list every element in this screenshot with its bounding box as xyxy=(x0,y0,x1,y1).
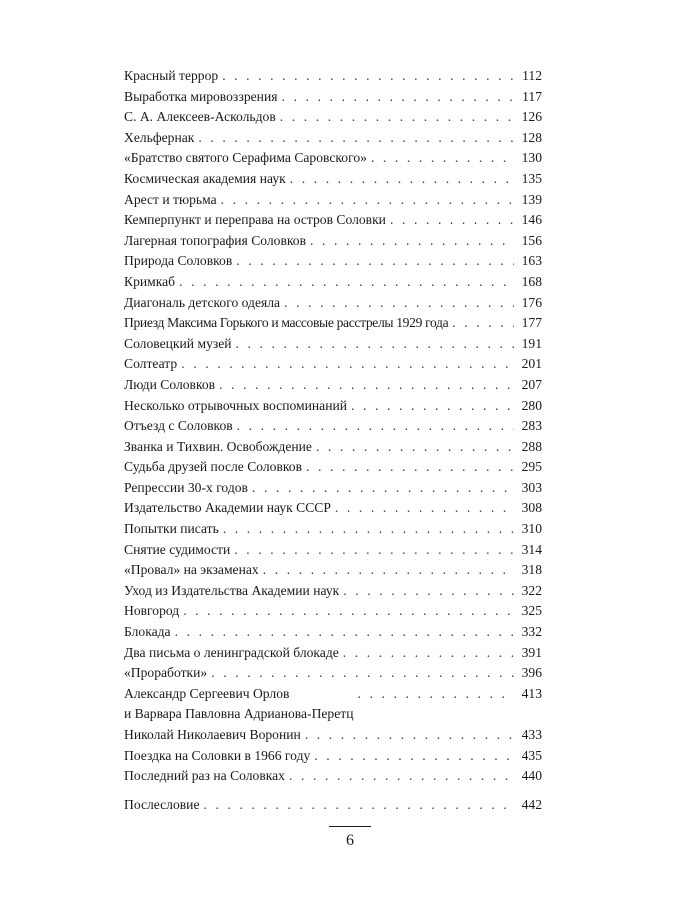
toc-entry-page: 176 xyxy=(521,294,542,310)
toc-entry-title: Издательство Академии наук СССР xyxy=(124,500,331,516)
dot-leader xyxy=(198,128,514,149)
toc-entry-page: 112 xyxy=(522,68,542,83)
dot-leader xyxy=(175,622,514,643)
toc-entry-title: Хельфернак xyxy=(124,129,195,145)
toc-entry-title: Снятие судимости xyxy=(124,541,231,557)
toc-entry-title: Репрессии 30-х годов xyxy=(124,479,248,495)
toc-entry-page: 295 xyxy=(521,459,542,475)
toc-entry[interactable] xyxy=(124,601,542,622)
toc-entry-title: Два письма о ленинградской блокаде xyxy=(124,644,339,660)
dot-leader xyxy=(237,416,514,437)
dot-leader xyxy=(183,601,514,622)
toc-entry-page: 280 xyxy=(521,397,542,413)
toc-entry-page: 135 xyxy=(521,170,542,186)
dot-leader xyxy=(343,643,514,664)
dot-leader xyxy=(306,457,514,478)
toc-entry-title: Космическая академия наук xyxy=(124,170,286,186)
toc-entry-page: 303 xyxy=(521,479,542,495)
toc-entry-page: 442 xyxy=(521,796,542,812)
toc-entry[interactable] xyxy=(124,396,542,417)
toc-entry-title: «Проработки» xyxy=(124,665,208,681)
toc-entry[interactable] xyxy=(124,581,542,602)
toc-entry-page: 201 xyxy=(521,356,542,372)
toc-entry-title: Красный террор xyxy=(124,68,219,83)
toc-entry-page: 146 xyxy=(521,212,542,228)
dot-leader xyxy=(234,540,514,561)
toc-entry[interactable] xyxy=(124,66,542,87)
toc-entry[interactable] xyxy=(124,190,542,211)
toc-entry[interactable] xyxy=(124,375,542,396)
toc-entry-title-line1: Александр Сергеевич Орлов xyxy=(124,685,290,701)
toc-entry-title: Судьба друзей после Соловков xyxy=(124,459,303,475)
dot-leader xyxy=(236,334,514,355)
toc-entry-page: 207 xyxy=(521,376,542,392)
toc-entry-page: 156 xyxy=(521,232,542,248)
toc-entry-page: 288 xyxy=(521,438,542,454)
dot-leader xyxy=(222,66,514,87)
toc-entry[interactable] xyxy=(124,313,542,334)
toc-entry-page: 396 xyxy=(521,665,542,681)
toc-entry[interactable] xyxy=(124,457,542,478)
toc-entry[interactable] xyxy=(124,746,542,767)
dot-leader xyxy=(371,148,514,169)
page-number: 6 xyxy=(346,832,354,849)
dot-leader xyxy=(305,725,514,746)
dot-leader xyxy=(289,766,514,787)
dot-leader xyxy=(280,107,514,128)
toc-entry[interactable] xyxy=(124,416,542,437)
toc-entry[interactable] xyxy=(124,354,542,375)
toc-entry-title: Попытки писать xyxy=(124,521,219,537)
toc-entry-page: 128 xyxy=(521,129,542,145)
toc-entry-title: Уход из Издательства Академии наук xyxy=(124,582,340,598)
toc-entry-title-line2: и Варвара Павловна Адрианова-Перетц xyxy=(124,706,354,722)
dot-leader xyxy=(351,396,514,417)
page-footer xyxy=(0,826,700,851)
dot-leader xyxy=(203,795,514,816)
toc-entry[interactable] xyxy=(124,478,542,499)
dot-leader xyxy=(221,190,514,211)
dot-leader xyxy=(357,684,514,705)
toc-entry-page: 440 xyxy=(521,768,542,784)
dot-leader xyxy=(211,663,514,684)
toc-entry-page: 191 xyxy=(521,335,542,351)
toc-entry-title xyxy=(124,684,353,725)
toc-entry-title: Званка и Тихвин. Освобождение xyxy=(124,438,312,454)
dot-leader xyxy=(314,746,514,767)
toc-entry-title: Несколько отрывочных воспоминаний xyxy=(124,397,348,413)
dot-leader xyxy=(284,293,514,314)
toc-entry[interactable] xyxy=(124,334,542,355)
toc-entry[interactable] xyxy=(124,148,542,169)
toc-entry-page: 283 xyxy=(521,418,542,434)
toc-entry-page: 318 xyxy=(521,562,542,578)
toc-entry-page: 332 xyxy=(521,624,542,640)
footer-rule xyxy=(329,826,371,827)
toc-entry[interactable] xyxy=(124,87,542,108)
toc-entry-page: 168 xyxy=(521,273,542,289)
dot-leader xyxy=(181,354,514,375)
dot-leader xyxy=(452,313,514,334)
dot-leader xyxy=(236,251,514,272)
toc-entry-title: Лагерная топография Соловков xyxy=(124,232,307,248)
toc-entry-title: Кримкаб xyxy=(124,273,176,289)
toc-entry[interactable] xyxy=(124,231,542,252)
toc-entry-page: 391 xyxy=(521,644,542,660)
toc-entry-page: 325 xyxy=(521,603,542,619)
toc-entry[interactable] xyxy=(124,519,542,540)
toc-entry-page: 435 xyxy=(521,747,542,763)
toc-entry-page: 126 xyxy=(521,109,542,125)
toc-entry-title: Люди Соловков xyxy=(124,376,216,392)
dot-leader xyxy=(390,210,514,231)
toc-entry-title: Отъезд с Соловков xyxy=(124,418,233,434)
toc-entry-title: Диагональ детского одеяла xyxy=(124,294,281,310)
toc-entry-page: 413 xyxy=(521,685,542,701)
toc-entry-title: Кемперпункт и переправа на остров Соловки xyxy=(124,212,386,228)
toc-entry[interactable] xyxy=(124,107,542,128)
toc-entry-title: Приезд Максима Горького и массовые расстрелы 1929 года xyxy=(124,315,449,331)
toc-entry-title: С. А. Алексеев-Аскольдов xyxy=(124,109,276,125)
toc-entry-title: Николай Николаевич Воронин xyxy=(124,727,301,742)
toc-entry-page: 130 xyxy=(521,150,542,166)
toc-entry[interactable] xyxy=(124,293,542,314)
toc-entry-title: Новгород xyxy=(124,603,180,619)
toc-entry[interactable] xyxy=(124,795,542,816)
toc-entry-title: Последний раз на Соловках xyxy=(124,768,285,784)
toc-entry-title: «Провал» на экзаменах xyxy=(124,562,259,578)
toc-entry-title: Солтеатр xyxy=(124,356,178,372)
toc-entry[interactable] xyxy=(124,725,542,746)
dot-leader xyxy=(223,519,514,540)
toc-entry[interactable] xyxy=(124,766,542,787)
toc-entry-page: 139 xyxy=(521,191,542,207)
toc-entry[interactable] xyxy=(124,210,542,231)
toc-entry-page: 177 xyxy=(521,315,542,331)
toc-entry[interactable] xyxy=(124,272,542,293)
toc-entry-title: Послесловие xyxy=(124,796,200,812)
toc-entry-title: «Братство святого Серафима Саровского» xyxy=(124,150,367,166)
toc-entry-page: 117 xyxy=(522,88,542,104)
toc-entry-page: 314 xyxy=(521,541,542,557)
dot-leader xyxy=(219,375,514,396)
dot-leader xyxy=(310,231,514,252)
toc-entry[interactable] xyxy=(124,560,542,581)
dot-leader xyxy=(343,581,514,602)
toc-entry-title: Выработка мировоззрения xyxy=(124,88,278,104)
toc-entry[interactable] xyxy=(124,540,542,561)
toc-entry[interactable] xyxy=(124,643,542,664)
table-of-contents xyxy=(124,66,542,815)
toc-entry-title: Природа Соловков xyxy=(124,253,233,269)
toc-entry[interactable] xyxy=(124,663,542,684)
toc-entry-page: 322 xyxy=(521,582,542,598)
dot-leader xyxy=(316,437,514,458)
dot-leader xyxy=(290,169,514,190)
toc-entry-title: Соловецкий музей xyxy=(124,335,232,351)
toc-entry[interactable] xyxy=(124,622,542,643)
toc-entry-title: Поездка на Соловки в 1966 году xyxy=(124,747,311,763)
toc-entry[interactable] xyxy=(124,251,542,272)
dot-leader xyxy=(335,498,514,519)
toc-entry[interactable] xyxy=(124,128,542,149)
toc-entry-page: 163 xyxy=(521,253,542,269)
toc-entry[interactable] xyxy=(124,437,542,458)
toc-entry[interactable] xyxy=(124,169,542,190)
dot-leader xyxy=(281,87,514,108)
toc-entry-two-line[interactable] xyxy=(124,684,542,725)
toc-entry-title: Арест и тюрьма xyxy=(124,191,217,207)
dot-leader xyxy=(263,560,514,581)
toc-entry-title: Блокада xyxy=(124,624,171,640)
toc-entry-page: 310 xyxy=(521,521,542,537)
dot-leader xyxy=(179,272,514,293)
toc-entry-page: 308 xyxy=(521,500,542,516)
dot-leader xyxy=(252,478,514,499)
toc-entry[interactable] xyxy=(124,498,542,519)
toc-entry-page: 433 xyxy=(521,727,542,742)
